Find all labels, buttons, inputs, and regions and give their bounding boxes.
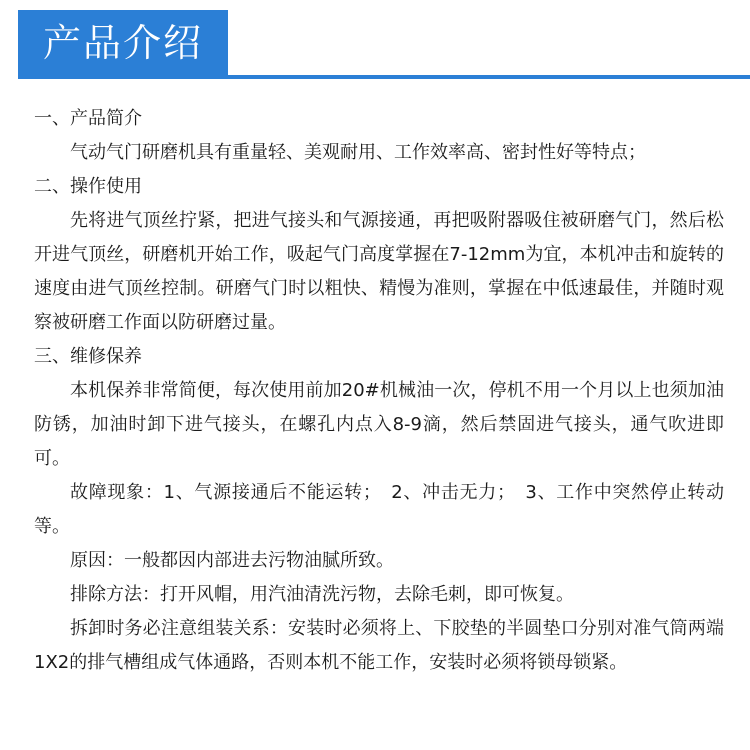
- remedy-paragraph: 排除方法：打开风帽，用汽油清洗污物，去除毛刺，即可恢复。: [70, 584, 574, 605]
- fault-symptoms-paragraph: 故障现象：1、气源接通后不能运转； 2、冲击无力； 3、工作中突然停止转动等。: [34, 482, 724, 537]
- section-heading-maintenance: 三、维修保养: [34, 346, 142, 367]
- header-divider: [18, 75, 750, 79]
- section-heading-intro: 一、产品简介: [34, 108, 142, 129]
- intro-paragraph: 气动气门研磨机具有重量轻、美观耐用、工作效率高、密封性好等特点；: [70, 142, 646, 163]
- maintenance-paragraph: 本机保养非常简便，每次使用前加20#机械油一次，停机不用一个月以上也须加油防锈，加油时卸下进气接头，在螺孔内点入8-9滴，然后禁固进气接头，通气吹进即可。: [34, 380, 724, 469]
- operation-paragraph: 先将进气顶丝拧紧，把进气接头和气源接通，再把吸附器吸住被研磨气门，然后松开进气顶丝，研磨机开始工作，吸起气门高度掌握在7-12mm为宜，本机冲击和旋转的速度由进气顶丝控制。研磨气门时以粗快、精慢为准则，掌握在中低速最佳，并随时观察被研磨工作面以防研磨过量。: [34, 210, 724, 333]
- section-heading-operation: 二、操作使用: [34, 176, 142, 197]
- page-title: 产品介绍: [18, 10, 228, 77]
- cause-paragraph: 原因：一般都因内部进去污物油腻所致。: [70, 550, 394, 571]
- product-description: [34, 102, 724, 680]
- disassembly-paragraph: 拆卸时务必注意组装关系：安装时必须将上、下胶垫的半圆垫口分别对准气筒两端1X2的排气槽组成气体通路，否则本机不能工作，安装时必须将锁母锁紧。: [34, 618, 724, 673]
